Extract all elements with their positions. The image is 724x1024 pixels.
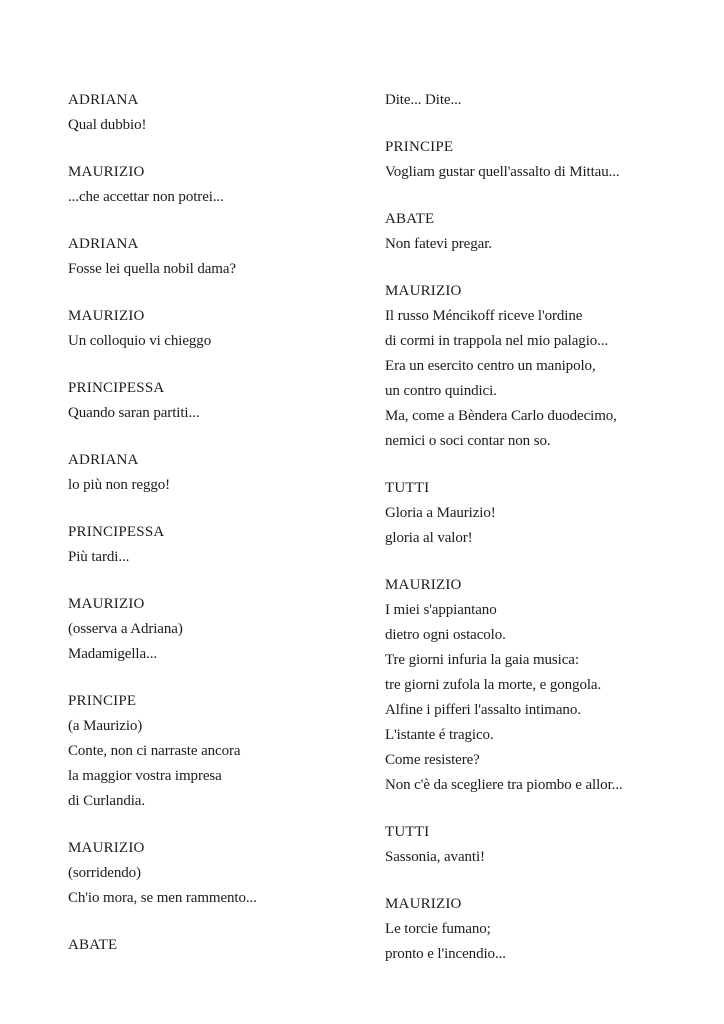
speech-block <box>68 933 373 958</box>
speech-block <box>385 279 715 454</box>
speaker-label: PRINCIPESSA <box>68 524 165 540</box>
speaker-label: PRINCIPESSA <box>68 380 165 396</box>
dialogue-line: Fosse lei quella nobil dama? <box>68 261 236 277</box>
dialogue-line: Tre giorni infuria la gaia musica: <box>385 652 579 668</box>
speaker-label: ABATE <box>385 211 435 227</box>
speaker-label: MAURIZIO <box>68 840 145 856</box>
speech-block <box>68 88 373 138</box>
dialogue-line: Le torcie fumano; <box>385 921 491 937</box>
speech-block <box>385 892 715 967</box>
speech-block <box>68 448 373 498</box>
dialogue-line: Non fatevi pregar. <box>385 236 492 252</box>
dialogue-line: Conte, non ci narraste ancora <box>68 743 241 759</box>
speech-block <box>68 520 373 570</box>
dialogue-line: Dite... Dite... <box>385 92 462 108</box>
dialogue-line: di Curlandia. <box>68 793 146 809</box>
dialogue-line: Gloria a Maurizio! <box>385 505 496 521</box>
speaker-label: MAURIZIO <box>385 577 462 593</box>
speech-block <box>68 304 373 354</box>
speaker-label: ADRIANA <box>68 92 139 108</box>
speaker-label: PRINCIPE <box>68 693 137 709</box>
dialogue-line: Non c'è da scegliere tra piombo e allor... <box>385 777 623 793</box>
dialogue-line: Come resistere? <box>385 752 480 768</box>
dialogue-line: gloria al valor! <box>385 530 473 546</box>
speaker-label: PRINCIPE <box>385 139 454 155</box>
dialogue-line: la maggior vostra impresa <box>68 768 222 784</box>
speech-block <box>68 689 373 814</box>
dialogue-line: (a Maurizio) <box>68 718 143 734</box>
speech-block <box>68 836 373 911</box>
dialogue-line: lo più non reggo! <box>68 477 171 493</box>
speaker-label: MAURIZIO <box>68 308 145 324</box>
dialogue-line: L'istante é tragico. <box>385 727 494 743</box>
speech-block <box>385 207 715 257</box>
dialogue-line: un contro quindici. <box>385 383 497 399</box>
dialogue-line: Madamigella... <box>68 646 157 662</box>
dialogue-line: nemici o soci contar non so. <box>385 433 551 449</box>
speech-block <box>385 820 715 870</box>
dialogue-line: Ch'io mora, se men rammento... <box>68 890 257 906</box>
dialogue-line: I miei s'appiantano <box>385 602 497 618</box>
dialogue-line: Qual dubbio! <box>68 117 147 133</box>
dialogue-line: pronto e l'incendio... <box>385 946 506 962</box>
dialogue-line: Più tardi... <box>68 549 130 565</box>
speaker-label: ABATE <box>68 937 118 953</box>
dialogue-line: (sorridendo) <box>68 865 141 881</box>
speech-block <box>385 573 715 798</box>
dialogue-line: Sassonia, avanti! <box>385 849 485 865</box>
speech-block <box>68 376 373 426</box>
speech-block <box>385 135 715 185</box>
speaker-label: MAURIZIO <box>385 283 462 299</box>
speaker-label: TUTTI <box>385 824 430 840</box>
speech-block <box>68 232 373 282</box>
text-column-left <box>68 88 373 980</box>
dialogue-line: Il russo Méncikoff riceve l'ordine <box>385 308 583 324</box>
dialogue-line: Quando saran partiti... <box>68 405 200 421</box>
dialogue-line: di cormi in trappola nel mio palagio... <box>385 333 609 349</box>
speaker-label: MAURIZIO <box>385 896 462 912</box>
dialogue-line: ...che accettar non potrei... <box>68 189 224 205</box>
speaker-label: TUTTI <box>385 480 430 496</box>
speech-block <box>68 160 373 210</box>
speaker-label: ADRIANA <box>68 452 139 468</box>
speech-block <box>68 592 373 667</box>
dialogue-line: (osserva a Adriana) <box>68 621 183 637</box>
dialogue-line: Alfine i pifferi l'assalto intimano. <box>385 702 581 718</box>
dialogue-line: tre giorni zufola la morte, e gongola. <box>385 677 602 693</box>
dialogue-line: Ma, come a Bèndera Carlo duodecimo, <box>385 408 617 424</box>
speaker-label: ADRIANA <box>68 236 139 252</box>
dialogue-line: Vogliam gustar quell'assalto di Mittau... <box>385 164 620 180</box>
speech-block <box>385 476 715 551</box>
speaker-label: MAURIZIO <box>68 164 145 180</box>
text-column-right <box>385 88 715 989</box>
speech-block <box>385 88 715 113</box>
speaker-label: MAURIZIO <box>68 596 145 612</box>
dialogue-line: Era un esercito centro un manipolo, <box>385 358 596 374</box>
dialogue-line: dietro ogni ostacolo. <box>385 627 506 643</box>
dialogue-line: Un colloquio vi chieggo <box>68 333 212 349</box>
